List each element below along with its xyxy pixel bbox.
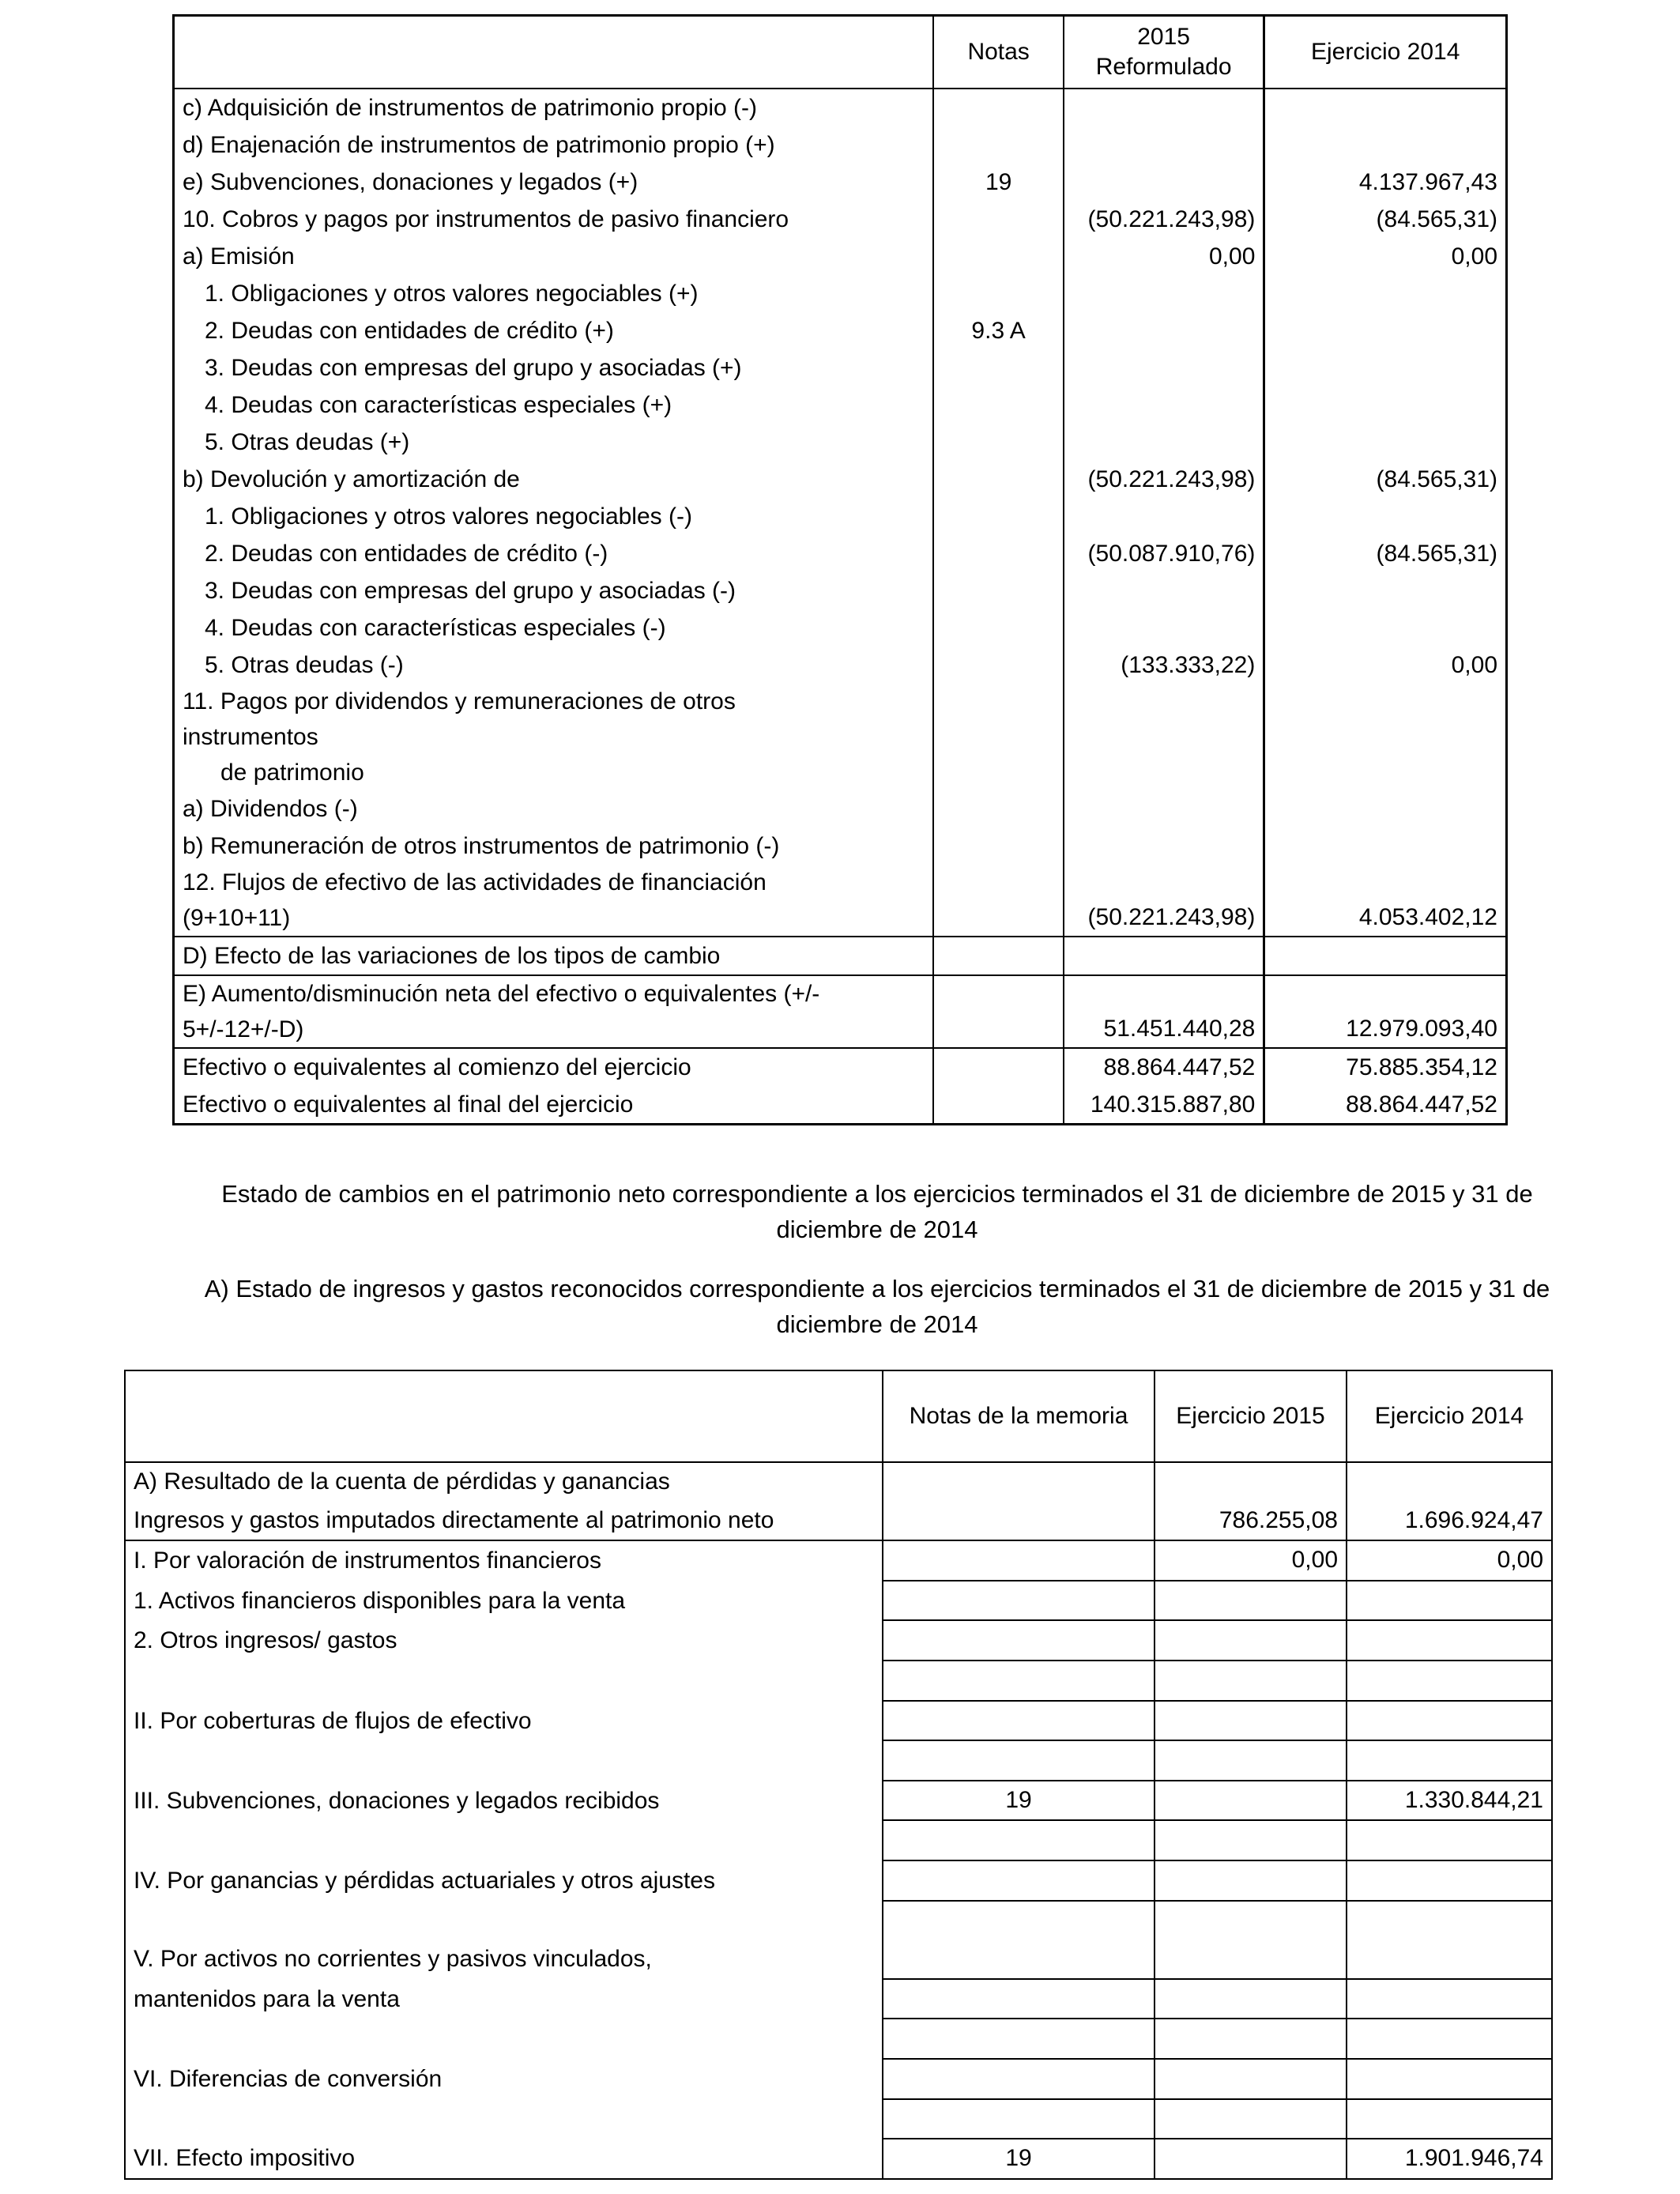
row-label: b) Devolución y amortización de (174, 461, 934, 498)
table-row (125, 1979, 1552, 2019)
row-note: 19 (883, 1781, 1155, 1821)
cash-flow-header-row (174, 16, 1507, 89)
table-row (125, 1581, 1552, 1621)
row-value-2015: (50.087.910,76) (1064, 535, 1264, 572)
row-value-2015: (133.333,22) (1064, 647, 1264, 684)
row-label: E) Aumento/disminución neta del efectivo o equivalentes (+/- 5+/-12+/-D) (174, 975, 934, 1048)
table-row (174, 937, 1507, 975)
table-row (174, 201, 1507, 238)
header-2015: 2015 Reformulado (1064, 16, 1264, 89)
table-row (174, 424, 1507, 461)
header-2015: Ejercicio 2015 (1155, 1370, 1347, 1462)
row-label: VII. Efecto impositivo (125, 2139, 883, 2179)
row-label: 5. Otras deudas (-) (174, 647, 934, 684)
row-label: V. Por activos no corrientes y pasivos vinculados, (125, 1940, 883, 1979)
table-row (125, 1540, 1552, 1581)
row-value-2015: 0,00 (1155, 1540, 1347, 1581)
row-label: 1. Obligaciones y otros valores negociables (-) (174, 498, 934, 535)
table-row (174, 349, 1507, 386)
row-value-2015: 786.255,08 (1155, 1502, 1347, 1541)
row-label (125, 1661, 883, 1701)
table-row (125, 1661, 1552, 1701)
table-row (125, 1860, 1552, 1901)
income-expense-table (124, 1370, 1553, 2180)
table-row (174, 386, 1507, 424)
table-row (125, 1502, 1552, 1541)
row-value-2014: 0,00 (1347, 1540, 1552, 1581)
section-subtitle: A) Estado de ingresos y gastos reconocidos correspondiente a los ejercicios terminados el 31 de diciembre de 2015 y 31 de diciembre de 2014 (204, 1275, 1550, 1338)
table-row (174, 275, 1507, 312)
table-row (125, 1740, 1552, 1781)
row-value-2014: (84.565,31) (1376, 206, 1497, 232)
table-row (174, 461, 1507, 498)
table-row (125, 1940, 1552, 1979)
row-value-2014: 1.901.946,74 (1404, 2145, 1543, 2172)
table-row (174, 827, 1507, 865)
row-label: 11. Pagos por dividendos y remuneraciones de otros instrumentos de patrimonio (174, 684, 934, 790)
table-row (174, 609, 1507, 647)
row-label: 2. Otros ingresos/ gastos (125, 1620, 883, 1661)
table-row (174, 684, 1507, 790)
row-label: 12. Flujos de efectivo de las actividades de financiación (9+10+11) (174, 865, 934, 937)
header-notas: Notas (933, 16, 1064, 89)
table-row (174, 975, 1507, 1048)
row-value-2014: 4.053.402,12 (1358, 904, 1497, 930)
table-row (125, 2019, 1552, 2059)
row-note: 19 (933, 164, 1064, 201)
row-value-2014: 0,00 (1451, 652, 1497, 678)
row-label: A) Resultado de la cuenta de pérdidas y ganancias (125, 1462, 883, 1502)
row-value-2015: (50.221.243,98) (1064, 201, 1264, 238)
row-value-2014: 12.979.093,40 (1264, 975, 1507, 1048)
table-row (174, 1048, 1507, 1086)
table-row (125, 2139, 1552, 2179)
header-2014: Ejercicio 2014 (1264, 16, 1507, 89)
row-label: 4. Deudas con características especiales (-) (174, 609, 934, 647)
header-notas-memoria: Notas de la memoria (883, 1370, 1155, 1462)
table-row (174, 498, 1507, 535)
row-label: d) Enajenación de instrumentos de patrimonio propio (+) (174, 126, 934, 164)
table-row (125, 1820, 1552, 1860)
table-row (125, 1781, 1552, 1821)
row-note: 9.3 A (933, 312, 1064, 349)
row-label (125, 2099, 883, 2139)
row-label: mantenidos para la venta (125, 1979, 883, 2019)
income-header-row (125, 1370, 1552, 1462)
table-row (125, 2059, 1552, 2099)
row-value-2014: 1.330.844,21 (1347, 1781, 1552, 1821)
row-value-2015: (50.221.243,98) (1064, 865, 1264, 937)
row-label: c) Adquisición de instrumentos de patrimonio propio (-) (174, 89, 934, 126)
row-note: 19 (883, 2139, 1155, 2179)
row-value-2014: 1.696.924,47 (1347, 1502, 1552, 1541)
row-value-2015: 140.315.887,80 (1064, 1086, 1264, 1125)
row-label: II. Por coberturas de flujos de efectivo (125, 1701, 883, 1741)
table-row (174, 647, 1507, 684)
row-label: 1. Obligaciones y otros valores negociables (+) (174, 275, 934, 312)
row-label: Ingresos y gastos imputados directamente al patrimonio neto (125, 1502, 883, 1541)
table-row (174, 238, 1507, 275)
row-value-2014: 88.864.447,52 (1346, 1091, 1497, 1118)
row-label: 5. Otras deudas (+) (174, 424, 934, 461)
table-row (125, 2099, 1552, 2139)
row-label: D) Efecto de las variaciones de los tipos de cambio (174, 937, 934, 975)
table-row (174, 312, 1507, 349)
table-row (174, 790, 1507, 827)
row-label: 1. Activos financieros disponibles para la venta (125, 1581, 883, 1621)
table-row (125, 1701, 1552, 1741)
table-row (174, 1086, 1507, 1125)
row-label: 3. Deudas con empresas del grupo y asociadas (+) (174, 349, 934, 386)
row-label (125, 1820, 883, 1860)
row-value-2014: (84.565,31) (1376, 541, 1497, 567)
row-value-2014: 4.137.967,43 (1358, 169, 1497, 195)
row-label: III. Subvenciones, donaciones y legados recibidos (125, 1781, 883, 1821)
row-label: I. Por valoración de instrumentos financieros (125, 1540, 883, 1581)
row-value-2014: 75.885.354,12 (1264, 1048, 1507, 1086)
row-label: b) Remuneración de otros instrumentos de patrimonio (-) (174, 827, 934, 865)
row-label: 2. Deudas con entidades de crédito (+) (174, 312, 934, 349)
row-value-2015: 88.864.447,52 (1064, 1048, 1264, 1086)
row-label: 2. Deudas con entidades de crédito (-) (174, 535, 934, 572)
row-label: e) Subvenciones, donaciones y legados (+) (174, 164, 934, 201)
row-value-2015: (50.221.243,98) (1064, 461, 1264, 498)
table-row (174, 535, 1507, 572)
table-row (174, 164, 1507, 201)
row-label: Efectivo o equivalentes al comienzo del ejercicio (174, 1048, 934, 1086)
section-title: Estado de cambios en el patrimonio neto correspondiente a los ejercicios terminados el 31 de diciembre de 2015 y 31 de diciembre de 2014 (221, 1180, 1533, 1243)
table-row (174, 572, 1507, 609)
row-label: 3. Deudas con empresas del grupo y asociadas (-) (174, 572, 934, 609)
table-row (174, 89, 1507, 126)
row-label (125, 1740, 883, 1781)
table-row (125, 1462, 1552, 1502)
row-label (125, 1901, 883, 1940)
row-label: a) Dividendos (-) (174, 790, 934, 827)
row-label: 10. Cobros y pagos por instrumentos de pasivo financiero (174, 201, 934, 238)
cash-flow-table (172, 14, 1508, 1125)
table-row (174, 865, 1507, 937)
table-row (125, 1620, 1552, 1661)
row-value-2014: (84.565,31) (1376, 466, 1497, 492)
row-label: IV. Por ganancias y pérdidas actuariales y otros ajustes (125, 1860, 883, 1901)
table-row (174, 126, 1507, 164)
row-value-2014: 0,00 (1451, 243, 1497, 270)
row-value-2015: 51.451.440,28 (1064, 975, 1264, 1048)
table-row (125, 1901, 1552, 1940)
row-label: Efectivo o equivalentes al final del ejercicio (174, 1086, 934, 1125)
row-label: 4. Deudas con características especiales (+) (174, 386, 934, 424)
row-label-continued: de patrimonio (220, 760, 364, 786)
header-2014: Ejercicio 2014 (1347, 1370, 1552, 1462)
row-value-2015: 0,00 (1064, 238, 1264, 275)
row-label: a) Emisión (174, 238, 934, 275)
row-label: VI. Diferencias de conversión (125, 2059, 883, 2099)
row-label (125, 2019, 883, 2059)
